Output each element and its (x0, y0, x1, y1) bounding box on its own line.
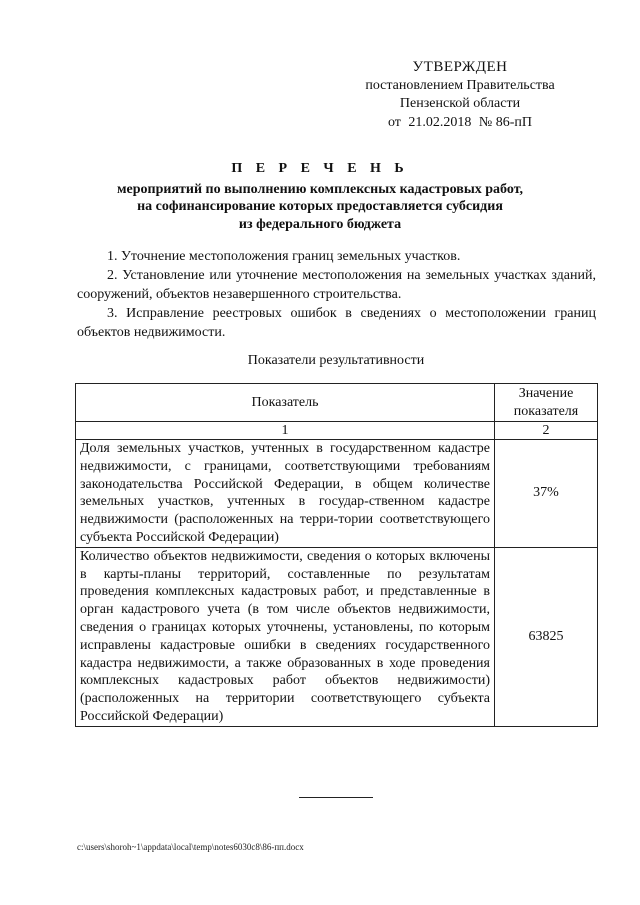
value-cell: 63825 (495, 547, 598, 726)
approval-line-1: постановлением Правительства (365, 77, 555, 93)
table-index-row (76, 422, 598, 440)
table-row (76, 440, 598, 548)
heading-subtitle-1: мероприятий по выполнению комплексных кадастровых работ, (116, 181, 524, 197)
heading-subtitle-2: на софинансирование которых предоставляется субсидия (137, 199, 503, 214)
value-cell: 37% (495, 440, 598, 548)
approval-number: № 86-пП (478, 114, 533, 130)
index-col-2: 2 (495, 422, 598, 440)
indicator-cell: Количество объектов недвижимости, сведения о которых включены в карты-планы территорий, составленные по результатам проведения комплексных кадастровых работ, и представленные в орган кадастрового учета (в том числе объектов недвижимости, сведения о границах которых уточнены, установлены, по которым исправлены кадастровые ошибки в сведениях государственного кадастра недвижимости, а также образованных в ходе проведения комплексных кадастровых работ объектов недвижимости) (расположенных на территории соответствующего субъекта Российской Федерации) (76, 547, 495, 726)
measure-item-1: 1. Уточнение местоположения границ земельных участков. (107, 249, 461, 264)
measure-item-3: 3. Исправление реестровых ошибок в сведениях о местоположении границ объектов недвижимости. (77, 306, 596, 340)
approval-block (340, 58, 580, 132)
header-indicator: Показатель (76, 384, 495, 422)
heading-subtitle-3: из федерального бюджета (238, 216, 402, 232)
approval-title: УТВЕРЖДЕН (412, 59, 508, 75)
approval-line-2: Пензенской области (399, 96, 521, 111)
table-row (76, 547, 598, 726)
approval-date-prefix: от (387, 114, 401, 130)
end-divider (299, 797, 373, 798)
measure-item-2: 2. Установление или уточнение местоположения на земельных участках зданий, сооружений, объектов незавершенного строительства. (77, 268, 596, 302)
measures-list (77, 247, 596, 342)
document-heading (60, 160, 580, 233)
header-value: Значение показателя (495, 384, 598, 422)
table-caption: Показатели результативности (247, 353, 425, 368)
indicator-cell: Доля земельных участков, учтенных в государственном кадастре недвижимости, с границами, соответствующими требованиям законодательства Российской Федерации, в общем количестве земельных участков, учтенных в государ-ственном кадастре недвижимости (расположенных на терри-тории соответствующего субъекта Российской Федерации) (76, 440, 495, 548)
index-col-1: 1 (76, 422, 495, 440)
approval-date: 21.02.2018 (408, 114, 472, 130)
indicators-table (75, 383, 598, 727)
table-header-row (76, 384, 598, 422)
heading-title: П Е Р Е Ч Е Н Ь (231, 161, 409, 176)
approval-date-line (340, 114, 580, 133)
file-path: c:\users\shoroh~1\appdata\local\temp\notes6030c8\86-пп.docx (77, 842, 304, 852)
